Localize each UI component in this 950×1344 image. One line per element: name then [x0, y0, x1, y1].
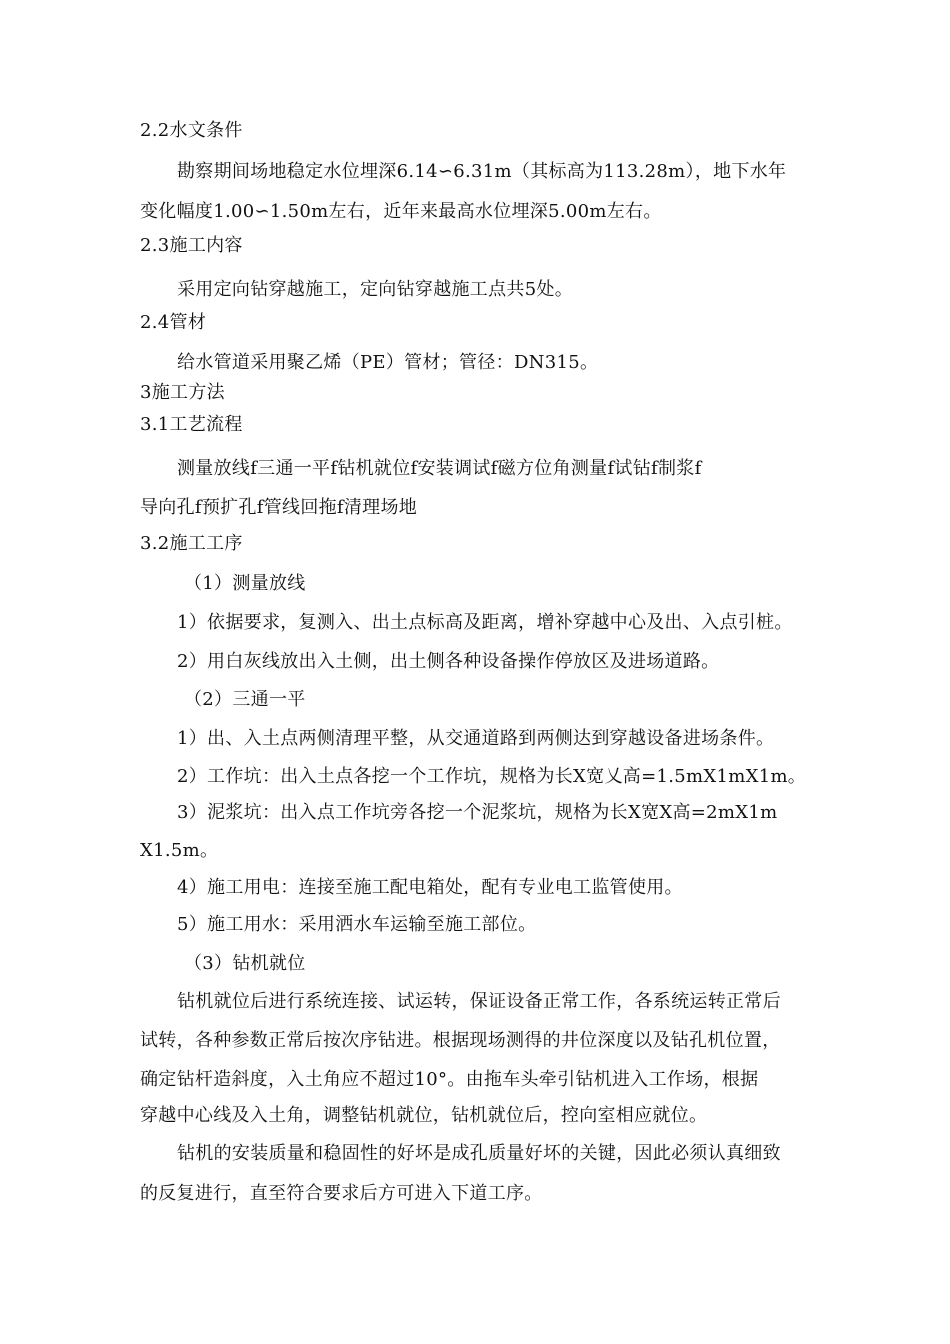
paragraph-line: 穿越中心线及入土角，调整钻机就位，钻机就位后，控向室相应就位。 — [140, 1105, 708, 1126]
subsection-title: （1）测量放线 — [184, 573, 306, 594]
paragraph-line: 采用定向钻穿越施工，定向钻穿越施工点共5处。 — [177, 279, 574, 300]
section-heading-3-2: 3.2施工工序 — [140, 533, 243, 554]
paragraph-line: 勘察期间场地稳定水位埋深6.14∽6.31m（其标高为113.28m），地下水年 — [177, 161, 787, 182]
list-item: 2）用白灰线放出入土侧，出土侧各种设备操作停放区及进场道路。 — [177, 651, 720, 672]
paragraph-line: 钻机的安装质量和稳固性的好坏是成孔质量好坏的关键，因此必须认真细致 — [177, 1143, 781, 1164]
section-heading-2-2: 2.2水文条件 — [140, 120, 243, 141]
paragraph-line: 钻机就位后进行系统连接、试运转，保证设备正常工作，各系统运转正常后 — [177, 991, 781, 1012]
section-heading-3: 3施工方法 — [140, 382, 225, 403]
subsection-title: （2）三通一平 — [184, 689, 306, 710]
paragraph-line: 给水管道采用聚乙烯（PE）管材；管径：DN315。 — [177, 352, 599, 373]
list-item: X1.5m。 — [140, 840, 219, 861]
section-heading-2-4: 2.4管材 — [140, 312, 207, 333]
paragraph-line: 的反复进行，直至符合要求后方可进入下道工序。 — [140, 1183, 543, 1204]
paragraph-line: 试转，各种参数正常后按次序钻进。根据现场测得的井位深度以及钻孔机位置， — [140, 1030, 781, 1051]
list-item: 5）施工用水：采用洒水车运输至施工部位。 — [177, 914, 537, 935]
subsection-title: （3）钻机就位 — [184, 953, 306, 974]
paragraph-line: 确定钻杆造斜度，入土角应不超过10°。由拖车头牵引钻机进入工作场，根据 — [140, 1069, 759, 1090]
paragraph-line: 导向孔f预扩孔f管线回拖f清理场地 — [140, 497, 418, 518]
section-heading-2-3: 2.3施工内容 — [140, 235, 243, 256]
section-heading-3-1: 3.1工艺流程 — [140, 414, 243, 435]
list-item: 2）工作坑：出入土点各挖一个工作坑，规格为长X宽乂高=1.5mX1mX1m。 — [177, 766, 807, 787]
list-item: 4）施工用电：连接至施工配电箱处，配有专业电工监管使用。 — [177, 877, 683, 898]
paragraph-line: 测量放线f三通一平f钻机就位f安装调试f磁方位角测量f试钻f制浆f — [177, 458, 702, 479]
list-item: 1）出、入土点两侧清理平整，从交通道路到两侧达到穿越设备进场条件。 — [177, 728, 775, 749]
list-item: 3）泥浆坑：出入点工作坑旁各挖一个泥浆坑，规格为长X宽X高=2mX1m — [177, 802, 778, 823]
paragraph-line: 变化幅度1.00∽1.50m左右，近年来最高水位埋深5.00m左右。 — [140, 201, 662, 222]
list-item: 1）依据要求，复测入、出土点标高及距离，增补穿越中心及出、入点引桩。 — [177, 612, 793, 633]
